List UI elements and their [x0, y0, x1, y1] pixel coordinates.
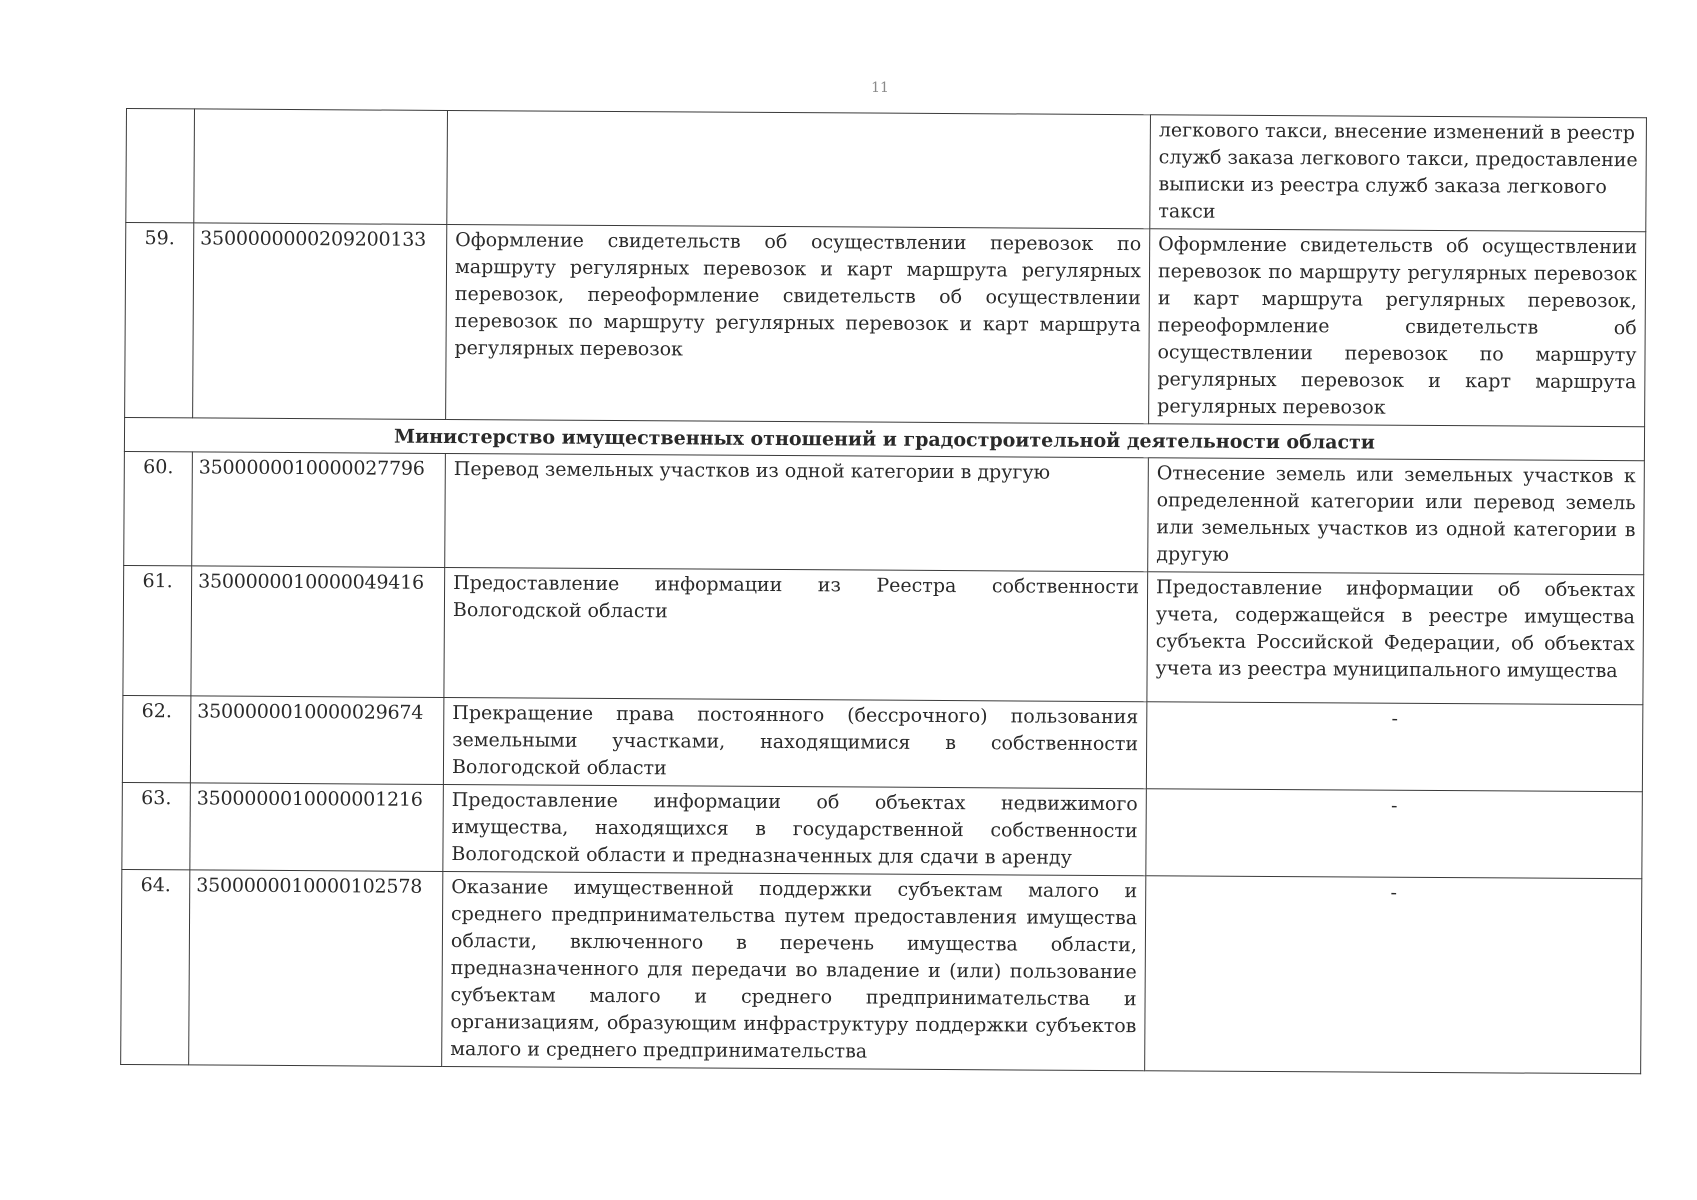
related-service-cell: -	[1146, 702, 1643, 792]
table-row	[125, 223, 1646, 427]
service-name-cell: Оказание имущественной поддержки субъектам малого и среднего предпринимательства путем предоставления имущества области, включенного в перечень имущества области, предназначенного для передачи во владение и (или) пользование субъектам малого и среднего предпринимательства и организациям, образующим инфраструктуру поддержки субъектов малого и среднего предпринимательства	[442, 871, 1146, 1070]
service-name-cell: Оформление свидетельств об осуществлении перевозок по маршруту регулярных перевозок и карт маршрута регулярных перевозок, переоформление свидетельств об осуществлении перевозок по маршруту регулярных перевозок и карт маршрута регулярных перевозок	[446, 224, 1150, 423]
row-number-cell: 61.	[123, 565, 192, 695]
row-number-cell: 64.	[121, 869, 190, 1064]
row-number-cell	[126, 109, 195, 223]
service-name-cell: Предоставление информации об объектах недвижимого имущества, находящихся в государственной собственности Вологодской области и предназначенных для сдачи в аренду	[443, 784, 1147, 875]
table-row	[122, 782, 1643, 878]
related-service-cell: -	[1145, 876, 1642, 1074]
row-number-cell: 62.	[122, 695, 191, 782]
service-code-cell: 3500000000209200133	[193, 223, 447, 420]
section-heading: Министерство имущественных отношений и градостроительной деятельности области	[124, 417, 1644, 460]
service-name-cell	[447, 110, 1151, 228]
related-service-cell: -	[1146, 789, 1643, 879]
service-name-cell: Перевод земельных участков из одной категории в другую	[445, 453, 1149, 571]
services-table	[120, 108, 1647, 1074]
services-table-sheet	[120, 108, 1646, 1074]
related-service-cell: Оформление свидетельств об осуществлении перевозок по маршруту регулярных перевозок и карт маршрута регулярных перевозок, переоформление свидетельств об осуществлении перевозок по маршруту регулярных перевозок и карт маршрута регулярных перевозок	[1149, 229, 1646, 427]
service-code-cell: 3500000010000102578	[189, 870, 443, 1067]
table-row	[121, 869, 1642, 1073]
page-number: 11	[871, 80, 889, 96]
related-service-cell: легкового такси, внесение изменений в реестр служб заказа легкового такси, предоставление выписки из реестра служб заказа легкового такси	[1150, 115, 1647, 232]
table-row	[123, 565, 1644, 704]
service-code-cell: 3500000010000027796	[192, 452, 446, 568]
table-row	[122, 695, 1643, 791]
service-code-cell: 3500000010000029674	[190, 696, 444, 785]
service-code-cell: 3500000010000001216	[190, 783, 444, 872]
related-service-cell: Отнесение земель или земельных участков к определенной категории или перевод земель или земельных участков из одной категории в другую	[1148, 458, 1645, 575]
service-name-cell: Предоставление информации из Реестра собственности Вологодской области	[444, 567, 1148, 701]
related-service-cell: Предоставление информации об объектах учета, содержащейся в реестре имущества субъекта Российской Федерации, об объектах учета из реестра муниципального имущества	[1147, 572, 1644, 705]
table-row-continuation	[126, 109, 1647, 232]
service-code-cell	[194, 109, 448, 225]
row-number-cell: 59.	[125, 223, 194, 418]
service-name-cell: Прекращение права постоянного (бессрочного) пользования земельными участками, находящимися в собственности Вологодской области	[443, 697, 1147, 788]
row-number-cell: 60.	[124, 451, 193, 565]
table-row	[124, 451, 1645, 574]
row-number-cell: 63.	[122, 782, 191, 869]
service-code-cell: 3500000010000049416	[191, 566, 445, 698]
